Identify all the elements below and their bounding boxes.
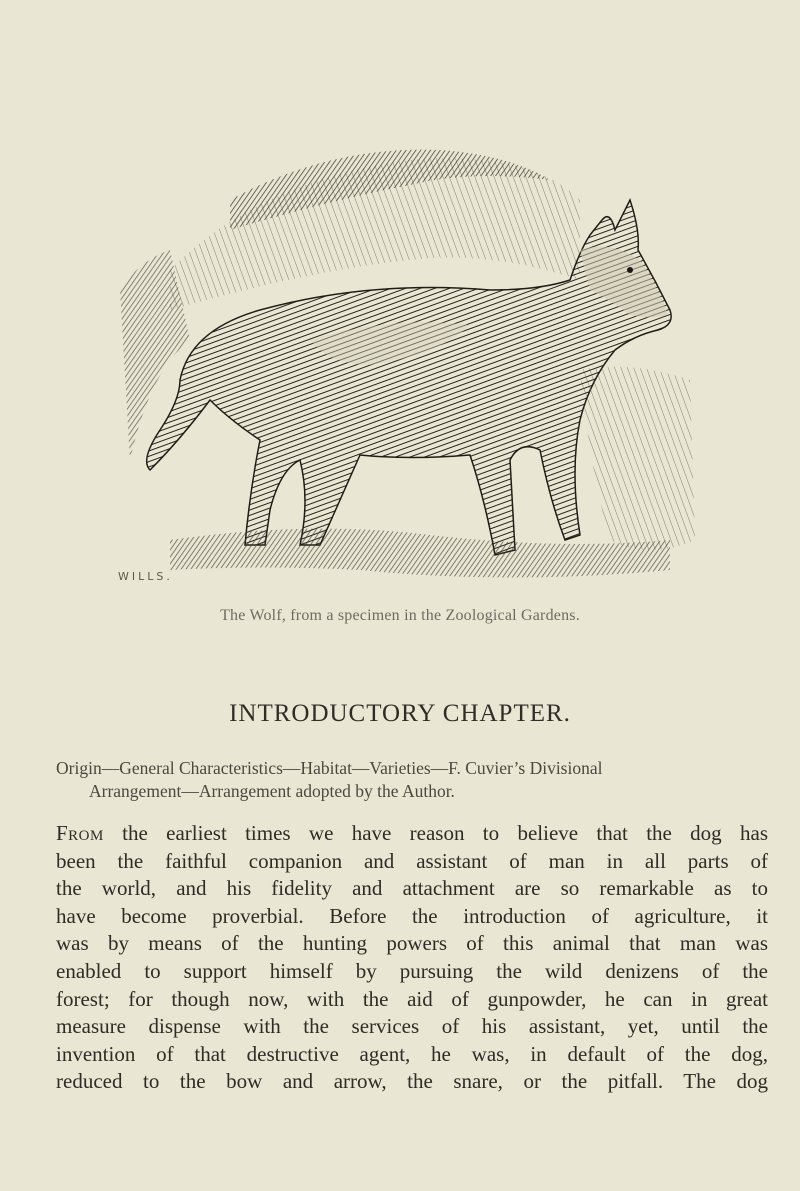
chapter-summary <box>56 757 756 803</box>
chapter-title: INTRODUCTORY CHAPTER. <box>229 700 571 727</box>
body-line: measure dispense with the services of his assistant, yet, until the <box>56 1014 768 1039</box>
grass-right <box>580 367 695 550</box>
body-line: forest; for though now, with the aid of gunpowder, he can in great <box>56 986 768 1011</box>
body-line: the world, and his fidelity and attachment are so remarkable as to <box>56 876 768 901</box>
figure-caption: The Wolf, from a specimen in the Zoological Gardens. <box>220 607 580 624</box>
body-paragraph <box>56 820 768 1096</box>
body-line: invention of that destructive agent, he was, in default of the dog, <box>56 1041 768 1066</box>
body-line: From the earliest times we have reason to believe that the dog has <box>56 821 768 845</box>
engraver-signature: WILLS. <box>118 570 173 583</box>
body-line: was by means of the hunting powers of this animal that man was <box>56 931 768 956</box>
wolf-engraving <box>110 140 700 600</box>
summary-line-1: Origin—General Characteristics—Habitat—Varieties—F. Cuvier’s Divisional <box>56 758 603 778</box>
body-line: enabled to support himself by pursuing the wild denizens of the <box>56 958 768 983</box>
body-line: have become proverbial. Before the introduction of agriculture, it <box>56 903 768 928</box>
wolf-eye <box>627 267 633 273</box>
summary-line-2: Arrangement—Arrangement adopted by the Author. <box>89 781 455 801</box>
ground <box>170 529 670 578</box>
first-word: From <box>56 821 104 845</box>
body-line: been the faithful companion and assistant of man in all parts of <box>56 848 768 873</box>
body-line: reduced to the bow and arrow, the snare, or the pitfall. The dog <box>56 1069 768 1094</box>
